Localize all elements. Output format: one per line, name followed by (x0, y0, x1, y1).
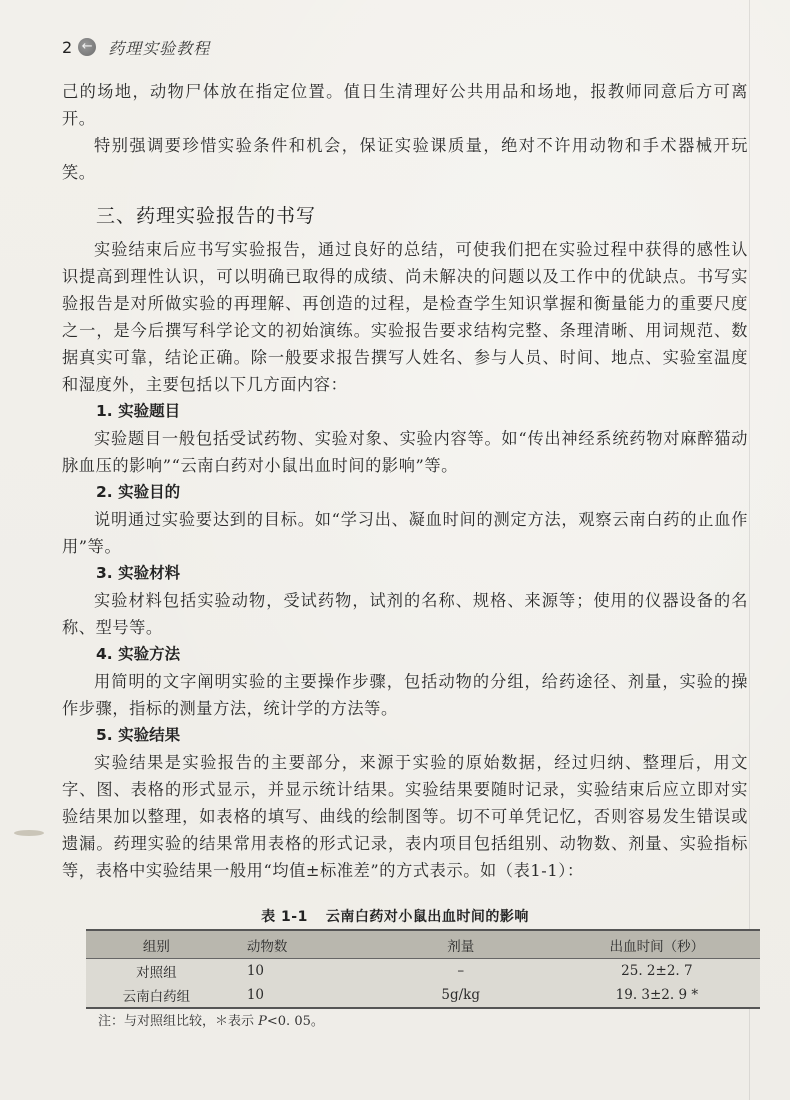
subsection-text-experiment-topic: 实验题目一般包括受试药物、实验对象、实验内容等。如“传出神经系统药物对麻醉猫动脉血压的影响”“云南白药对小鼠出血时间的影响”等。 (62, 429, 748, 475)
subsection-text-experiment-materials: 实验材料包括实验动物，受试药物，试剂的名称、规格、来源等；使用的仪器设备的名称、型号等。 (62, 591, 748, 637)
subsection-title-experiment-materials: 3. 实验材料 (96, 564, 181, 582)
cell-dose: – (457, 963, 465, 979)
back-arrow-icon: ← (78, 38, 96, 56)
table-row (86, 959, 760, 984)
cell-animal-count: 10 (246, 987, 265, 1003)
page-number: 2 (62, 37, 73, 57)
header-animal-count: 动物数 (246, 938, 288, 955)
table-row (86, 983, 760, 1008)
subsection-text-experiment-results: 实验结果是实验报告的主要部分，来源于实验的原始数据，经过归纳、整理后，用文字、图、表格的形式显示，并显示统计结果。实验结果要随时记录，实验结束后应立即对实验结果加以整理，如表格的填写、曲线的绘制图等。切不可单凭记忆，否则容易发生错误或遗漏。药理实验的结果常用表格的形式记录，表内项目包括组别、动物数、剂量、实验指标等，表格中实验结果一般用“均值±标准差”的方式表示。如（表1-1）： (62, 753, 748, 880)
footnote-suffix: <0. 05。 (266, 1014, 324, 1029)
header-bleeding-time: 出血时间（秒） (609, 938, 705, 955)
subsection-title-experiment-methods: 4. 实验方法 (96, 645, 181, 663)
cell-group: 对照组 (136, 965, 177, 981)
table-header-row (86, 930, 760, 959)
paragraph-continuation: 己的场地，动物尸体放在指定位置。值日生清理好公共用品和场地，报教师同意后方可离开。 (62, 82, 748, 128)
subsection-text-experiment-purpose: 说明通过实验要达到的目标。如“学习出、凝血时间的测定方法，观察云南白药的止血作用”等。 (62, 510, 748, 556)
cell-bleeding-time: 25. 2±2. 7 (621, 963, 693, 979)
book-title: 药理实验教程 (108, 38, 211, 58)
header-group: 组别 (142, 938, 170, 955)
header-dose: 剂量 (447, 938, 475, 955)
footnote-prefix: 注：与对照组比较，＊表示 (98, 1014, 259, 1029)
cell-bleeding-time: 19. 3±2. 9 * (615, 987, 699, 1003)
subsection-title-experiment-results: 5. 实验结果 (96, 726, 181, 744)
table-caption-number: 表 1-1 (261, 909, 308, 925)
table-footnote (98, 1010, 324, 1029)
subsection-title-experiment-purpose: 2. 实验目的 (96, 483, 181, 501)
page-content (62, 78, 748, 884)
subsection-title-experiment-topic: 1. 实验题目 (96, 402, 181, 420)
cell-dose: 5g/kg (441, 987, 480, 1003)
table-caption (0, 906, 790, 926)
section-intro-paragraph: 实验结束后应书写实验报告，通过良好的总结，可使我们把在实验过程中获得的感性认识提高到理性认识，可以明确已取得的成绩、尚未解决的问题以及工作中的优缺点。书写实验报告是对所做实验的再理解、再创造的过程，是检查学生知识掌握和衡量能力的重要尺度之一，是今后撰写科学论文的初始演练。实验报告要求结构完整、条理清晰、用词规范、数据真实可靠，结论正确。除一般要求报告撰写人姓名、参与人员、时间、地点、实验室温度和湿度外，主要包括以下几方面内容： (62, 240, 748, 394)
subsection-text-experiment-methods: 用简明的文字阐明实验的主要操作步骤，包括动物的分组，给药途径、剂量，实验的操作步骤，指标的测量方法，统计学的方法等。 (62, 672, 748, 718)
cell-animal-count: 10 (246, 963, 265, 979)
cell-group: 云南白药组 (122, 989, 191, 1005)
ink-smudge (14, 830, 44, 836)
paragraph-warning: 特别强调要珍惜实验条件和机会，保证实验课质量，绝对不许用动物和手术器械开玩笑。 (62, 136, 748, 182)
bleeding-time-table (86, 929, 760, 1009)
section-title: 三、药理实验报告的书写 (96, 205, 317, 227)
footnote-p-symbol: P (258, 1014, 267, 1029)
running-header (62, 36, 210, 58)
table-caption-title: 云南白药对小鼠出血时间的影响 (325, 909, 529, 925)
